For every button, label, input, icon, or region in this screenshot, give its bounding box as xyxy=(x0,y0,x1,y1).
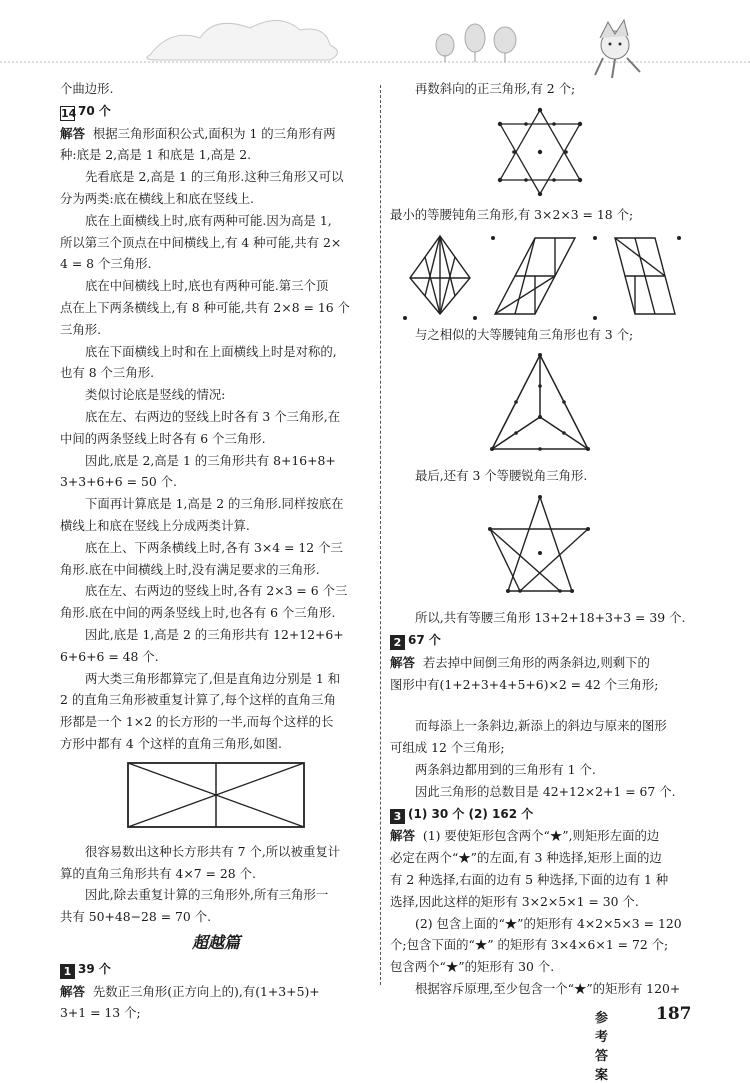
column-divider xyxy=(380,85,381,985)
answer-label: 解答 xyxy=(390,828,416,844)
text-line: 3+3+6+6 = 50 个. xyxy=(60,474,177,490)
text-line: 2 的直角三角形被重复计算了,每个这样的直角三角 xyxy=(60,692,336,708)
text-line: 6+6+6 = 48 个. xyxy=(60,648,159,664)
text-line: 横线上和底在竖线上分成两类计算. xyxy=(60,517,250,533)
text-line: 必定在两个“★”的左面,有 3 种选择,矩形上面的边 xyxy=(390,850,662,866)
star-triangle-figure xyxy=(485,102,595,202)
text-line: 分为两类:底在横线上和底在竖线上. xyxy=(60,190,254,206)
text-line: 三角形. xyxy=(60,321,102,337)
text-line: 包含两个“★”的矩形有 30 个. xyxy=(390,959,555,975)
text-line: 底在左、右两边的竖线上时,各有 2×3 = 6 个三 xyxy=(85,583,348,599)
page-number: 187 xyxy=(656,1004,692,1024)
text-line: 因此,底是 2,高是 1 的三角形共有 8+16+8+ xyxy=(85,452,336,468)
text-line: 两条斜边都用到的三角形有 1 个. xyxy=(415,761,596,777)
acute-triangle-figure xyxy=(480,491,600,603)
text-line: 共有 50+48−28 = 70 个. xyxy=(60,909,212,925)
question-1-header xyxy=(60,958,372,981)
text-line: 方形中都有 4 个这样的直角三角形,如图. xyxy=(60,735,282,751)
text-line: 中间的两条竖线上时各有 6 个三角形. xyxy=(60,430,266,446)
text-line: 4 = 8 个三角形. xyxy=(60,256,152,272)
left-column xyxy=(60,78,372,1024)
text-line: (2) 包含上面的“★”的矩形有 4×2×5×3 = 120 xyxy=(415,915,682,931)
text-line: 与之相似的大等腰钝角三角形也有 3 个; xyxy=(415,326,634,342)
text-line: 形都是一个 1×2 的长方形的一半,而每个这样的长 xyxy=(60,714,334,730)
text-line: 因此,除去重复计算的三角形外,所有三角形一 xyxy=(85,887,329,903)
question-3-header xyxy=(390,803,690,826)
rectangle-diagram xyxy=(126,761,306,833)
text-line: 解答 若去掉中间倒三角形的两条斜边,则剩下的 xyxy=(390,654,650,670)
answer-value: 39 个 xyxy=(78,961,111,976)
answer-value: (1) 30 个 (2) 162 个 xyxy=(408,806,534,821)
text-line: 个;包含下面的“★” 的矩形有 3×4×6×1 = 72 个; xyxy=(390,937,669,953)
text-line: 解答 根据三角形面积公式,面积为 1 的三角形有两 xyxy=(60,125,336,141)
text-line: 也有 8 个三角形. xyxy=(60,365,155,381)
text-line: 再数斜向的正三角形,有 2 个; xyxy=(415,81,576,96)
text-line: 角形.底在中间的两条竖线上时,也各有 6 个三角形. xyxy=(60,605,336,621)
text-line: 下面再计算底是 1,高是 2 的三角形.同样按底在 xyxy=(85,496,344,512)
text-line: 解答 先数正三角形(正方向上的),有(1+3+5)+ xyxy=(60,983,320,999)
text-line: 底在下面横线上时和在上面横线上时是对称的, xyxy=(85,343,337,359)
text-line: 最小的等腰钝角三角形,有 3×2×3 = 18 个; xyxy=(390,206,634,222)
text-line: 个曲边形. xyxy=(60,81,114,96)
trees-illustration xyxy=(436,24,516,62)
question-2-header xyxy=(390,629,690,652)
obtuse-triangle-figures xyxy=(395,230,685,320)
text-line: 先看底是 2,高是 1 的三角形.这种三角形又可以 xyxy=(85,169,344,185)
right-column xyxy=(390,78,690,1000)
text-line: 底在上面横线上时,底有两种可能.因为高是 1, xyxy=(85,212,332,228)
question-number: 1 xyxy=(60,964,75,979)
text-line: 两大类三角形都算完了,但是直角边分别是 1 和 xyxy=(85,670,341,686)
text-line: 算的直角三角形共有 4×7 = 28 个. xyxy=(60,865,256,881)
text-line: 角形.底在中间横线上时,没有满足要求的三角形. xyxy=(60,561,320,577)
text-line: 种:底是 2,高是 1 和底是 1,高是 2. xyxy=(60,147,252,163)
text-line: 有 2 种选择,右面的边有 5 种选择,下面的边有 1 种 xyxy=(390,871,669,887)
question-14-header xyxy=(60,100,372,123)
text-line: 3+1 = 13 个; xyxy=(60,1005,141,1021)
text-line: 最后,还有 3 个等腰锐角三角形. xyxy=(415,468,588,484)
text-line: 底在上、下两条横线上时,各有 3×4 = 12 个三 xyxy=(85,539,343,555)
text-line: 解答 (1) 要使矩形包含两个“★”,则矩形左面的边 xyxy=(390,828,660,844)
text-line: 所以,共有等腰三角形 13+2+18+3+3 = 39 个. xyxy=(415,610,686,626)
text-line: 因此,底是 1,高是 2 的三角形共有 12+12+6+ xyxy=(85,626,344,642)
footer-section-label: 参考答案 xyxy=(595,1011,609,1083)
text-line: 很容易数出这种长方形共有 7 个,所以被重复计 xyxy=(85,843,341,859)
text-line: 可组成 12 个三角形; xyxy=(390,740,505,756)
text-line: 选择,因此这样的矩形有 3×2×5×1 = 30 个. xyxy=(390,893,639,909)
answer-label: 解答 xyxy=(60,983,86,999)
cartoon-character-illustration xyxy=(595,20,640,78)
header-decoration xyxy=(0,0,750,80)
answer-label: 解答 xyxy=(60,125,86,141)
section-title: 超越篇 xyxy=(191,932,240,952)
question-number: 14 xyxy=(61,106,77,120)
answer-value: 70 个 xyxy=(78,103,111,118)
text-line: 而每添上一条斜边,新添上的斜边与原来的图形 xyxy=(415,718,667,734)
text-line: 类似讨论底是竖线的情况: xyxy=(85,387,226,403)
question-number: 3 xyxy=(390,809,405,824)
text-line: 因此三角形的总数目是 42+12×2+1 = 67 个. xyxy=(415,783,676,799)
text-line: 根据容斥原理,至少包含一个“★”的矩形有 120+ xyxy=(415,980,681,996)
large-triangle-figure xyxy=(480,349,600,461)
text-line: 图形中有(1+2+3+4+5+6)×2 = 42 个三角形; xyxy=(390,676,659,692)
text-line: 底在中间横线上时,底也有两种可能.第三个顶 xyxy=(85,278,329,294)
answer-value: 67 个 xyxy=(408,632,441,647)
answer-label: 解答 xyxy=(390,654,416,670)
question-number: 2 xyxy=(390,635,405,650)
text-line: 所以第三个顶点在中间横线上,有 4 种可能,共有 2× xyxy=(60,234,342,250)
text-line: 底在左、右两边的竖线上时各有 3 个三角形,在 xyxy=(85,408,341,424)
text-line: 点在上下两条横线上,有 8 种可能,共有 2×8 = 16 个 xyxy=(60,299,350,315)
